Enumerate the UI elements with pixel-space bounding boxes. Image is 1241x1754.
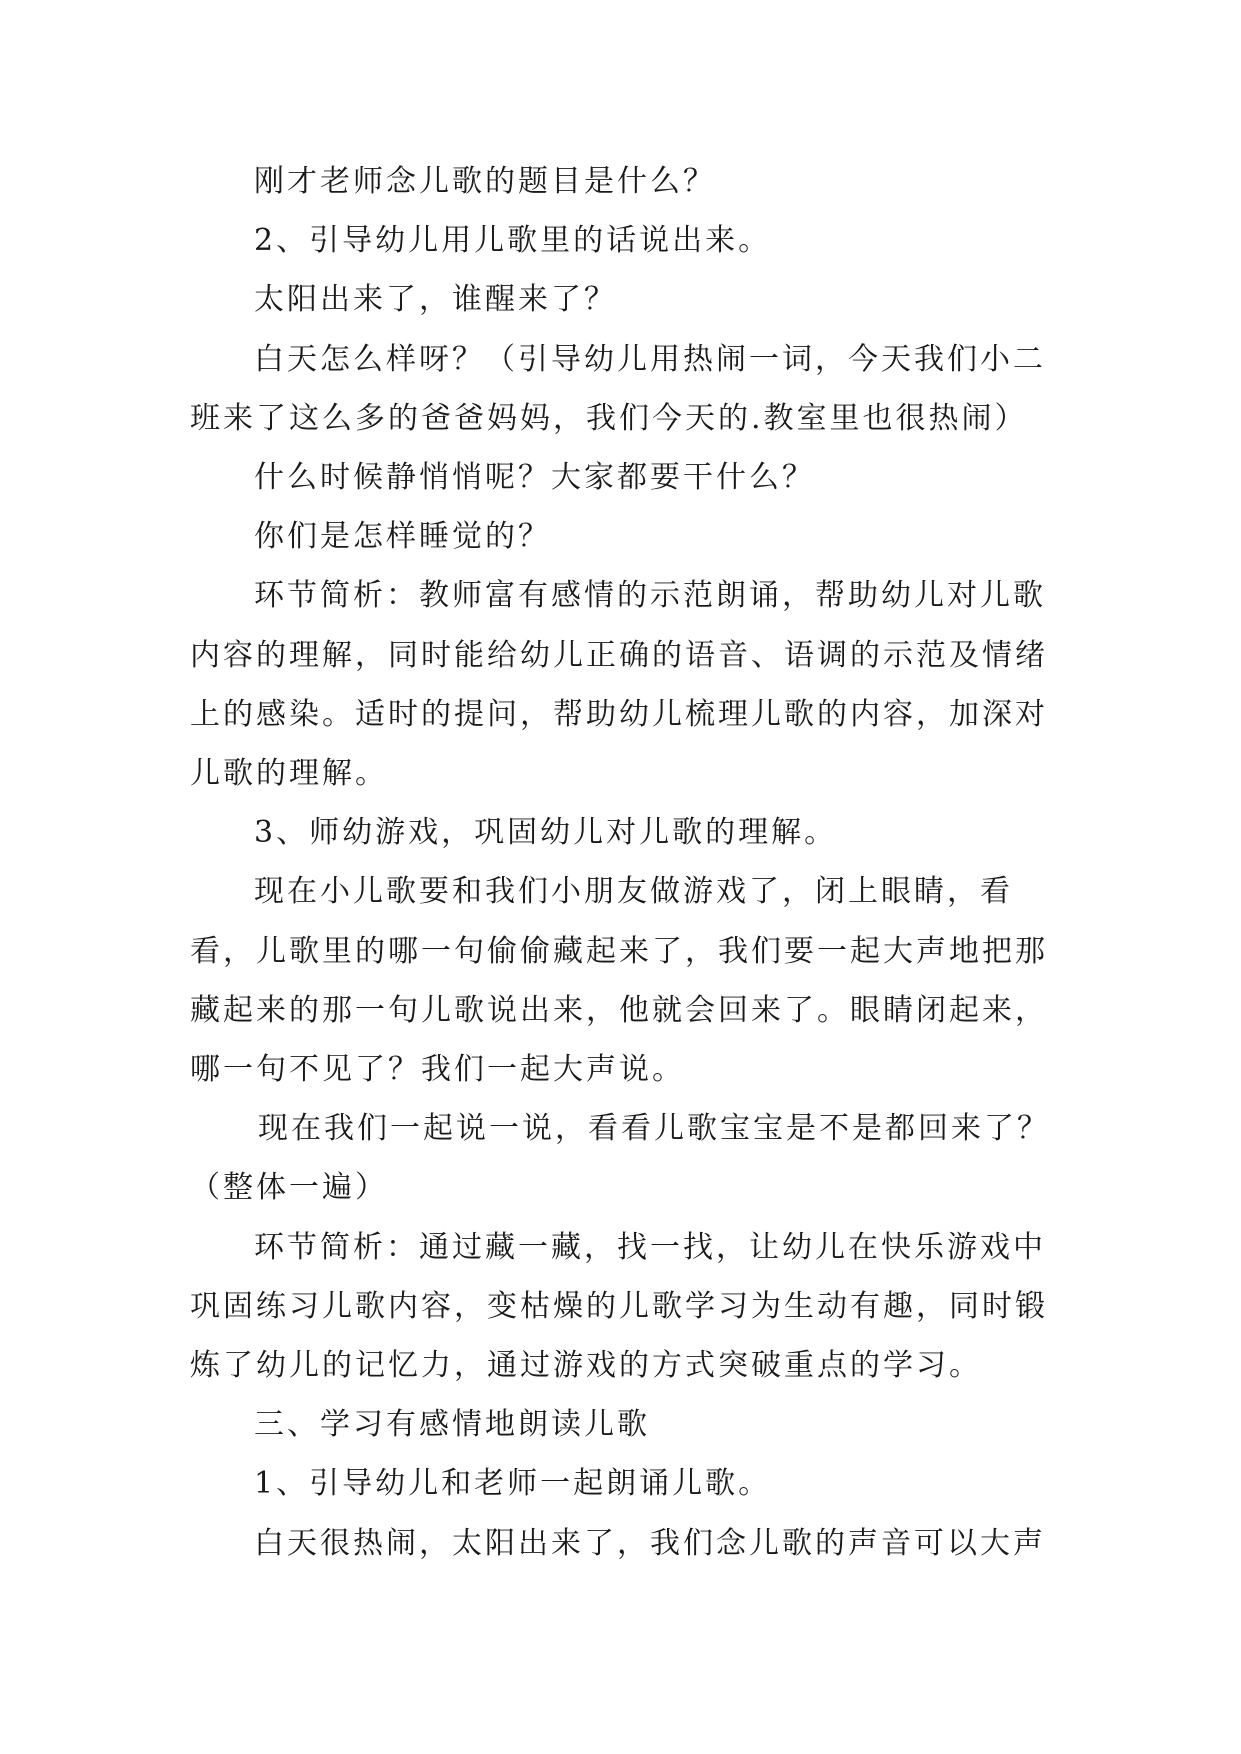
- paragraph-analysis-1: 环节简析：教师富有感情的示范朗诵，帮助幼儿对儿歌内容的理解，同时能给幼儿正确的语音、语调的示范及情绪上的感染。适时的提问，帮助幼儿梳理儿歌的内容，加深对儿歌的理解。: [190, 578, 1048, 792]
- paragraph-step-2: 2、引导幼儿用儿歌里的话说出来。: [254, 223, 772, 259]
- paragraph-daytime-reading: 白天很热闹，太阳出来了，我们念儿歌的声音可以大声: [254, 1525, 1046, 1561]
- paragraph-sun-question: 太阳出来了，谁醒来了？: [254, 282, 617, 318]
- paragraph-step-1: 1、引导幼儿和老师一起朗诵儿歌。: [254, 1466, 772, 1502]
- paragraph-step-3: 3、师幼游戏，巩固幼儿对儿歌的理解。: [254, 815, 838, 851]
- paragraph-section-3-heading: 三、学习有感情地朗读儿歌: [254, 1407, 650, 1443]
- paragraph-question-title: 刚才老师念儿歌的题目是什么？: [254, 164, 716, 199]
- paragraph-analysis-2: 环节简析：通过藏一藏，找一找，让幼儿在快乐游戏中巩固练习儿歌内容，变枯燥的儿歌学习为生动有趣，同时锻炼了幼儿的记忆力，通过游戏的方式突破重点的学习。: [190, 1229, 1048, 1384]
- paragraph-daytime-question: 白天怎么样呀？（引导幼儿用热闹一词，今天我们小二班来了这么多的爸爸妈妈，我们今天的.教室里也很热闹）: [190, 341, 1046, 436]
- paragraph-sleep-question: 你们是怎样睡觉的？: [254, 519, 551, 555]
- paragraph-quiet-question: 什么时候静悄悄呢？大家都要干什么？: [254, 460, 815, 496]
- paragraph-say-together: 现在我们一起说一说，看看儿歌宝宝是不是都回来了？（整体一遍）: [190, 1111, 1050, 1206]
- document-body: [190, 152, 1050, 1573]
- paragraph-game-instructions: 现在小儿歌要和我们小朋友做游戏了，闭上眼睛，看看，儿歌里的哪一句偷偷藏起来了，我们要一起大声地把那藏起来的那一句儿歌说出来，他就会回来了。眼睛闭起来，哪一句不见了？我们一起大声说。: [190, 874, 1048, 1088]
